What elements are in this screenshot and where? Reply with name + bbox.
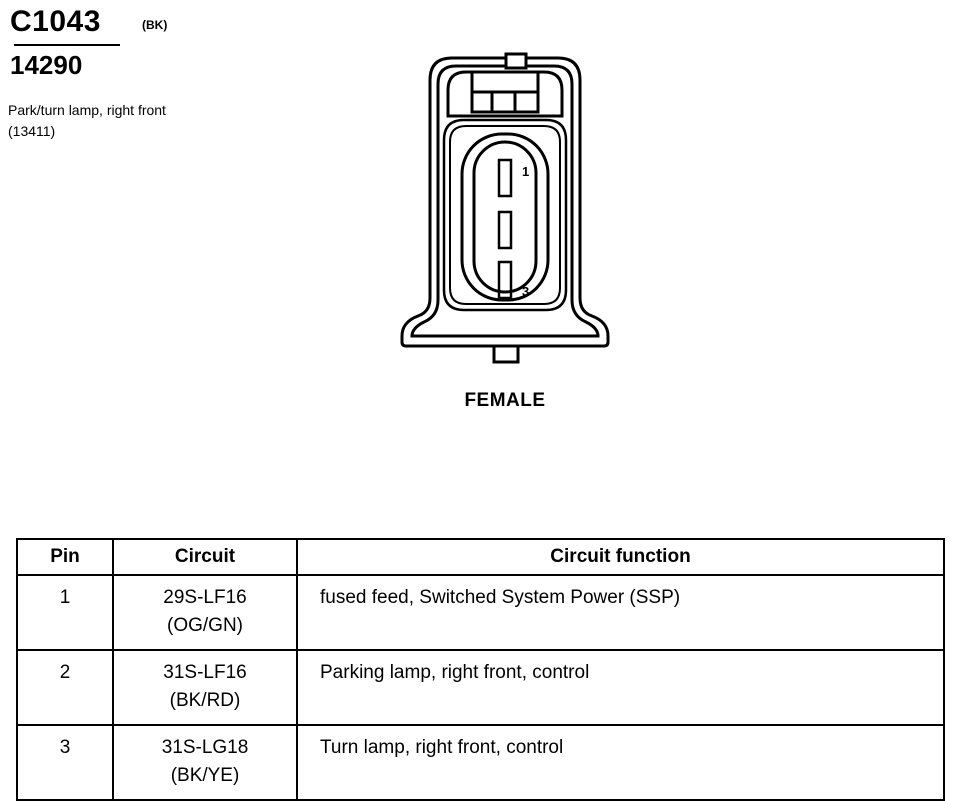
connector-top-tab bbox=[506, 54, 526, 68]
pinout-table bbox=[16, 538, 945, 801]
part-number: 14290 bbox=[10, 50, 83, 80]
table-row bbox=[17, 725, 944, 800]
wire-color: (OG/GN) bbox=[167, 615, 243, 636]
cavity-label-3: 3 bbox=[522, 284, 530, 299]
table-row bbox=[17, 650, 944, 725]
circuit-function: Turn lamp, right front, control bbox=[297, 725, 944, 800]
circuit-code: 31S-LG18 bbox=[161, 737, 249, 758]
circuit-code: 29S-LF16 bbox=[163, 587, 247, 608]
circuit-cell bbox=[113, 650, 297, 725]
circuit-cell bbox=[113, 725, 297, 800]
header-pin: Pin bbox=[17, 539, 113, 575]
connector-color-code: (BK) bbox=[142, 18, 168, 32]
pin-number: 1 bbox=[17, 575, 113, 650]
connector-description: Park/turn lamp, right front (13411) bbox=[8, 102, 166, 139]
header-circuit: Circuit bbox=[113, 539, 297, 575]
wire-color: (BK/YE) bbox=[170, 765, 240, 786]
header-divider bbox=[14, 44, 120, 46]
connector-outer-housing bbox=[402, 58, 608, 346]
connector-face-diagram bbox=[400, 50, 610, 370]
cavity-label-1: 1 bbox=[522, 164, 530, 179]
table-row bbox=[17, 575, 944, 650]
circuit-function: Parking lamp, right front, control bbox=[297, 650, 944, 725]
connector-header bbox=[10, 4, 168, 80]
circuit-code: 31S-LF16 bbox=[163, 662, 247, 683]
pin-number: 3 bbox=[17, 725, 113, 800]
connector-id: C1043 bbox=[10, 5, 101, 38]
circuit-function: fused feed, Switched System Power (SSP) bbox=[297, 575, 944, 650]
wire-color: (BK/RD) bbox=[169, 690, 241, 711]
pin-number: 2 bbox=[17, 650, 113, 725]
table-header-row bbox=[17, 539, 944, 575]
header-function: Circuit function bbox=[297, 539, 944, 575]
circuit-cell bbox=[113, 575, 297, 650]
connector-gender: FEMALE bbox=[464, 390, 546, 411]
